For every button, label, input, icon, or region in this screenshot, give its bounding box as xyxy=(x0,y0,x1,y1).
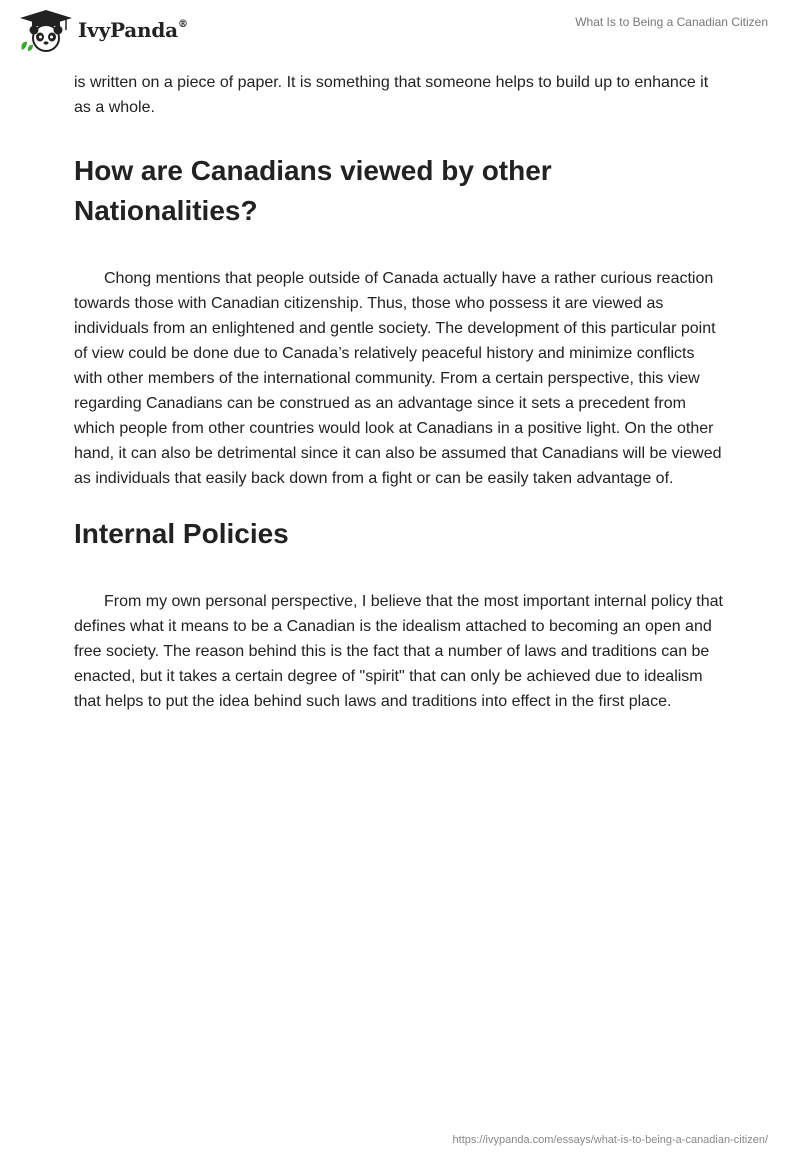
brand-name: IvyPanda® xyxy=(78,18,188,42)
page-header xyxy=(0,0,800,64)
section-paragraph-internal-policies: From my own personal perspective, I believe that the most important internal policy that defines what it means to be a Canadian is the idealism attached to becoming an open and free society. The reason behind this is the fact that a number of laws and traditions can be enacted, but it takes a certain degree of "spirit" that can only be achieved due to idealism that helps to put the idea behind such laws and traditions into effect in the first place. xyxy=(74,593,723,710)
document-title: What Is to Being a Canadian Citizen xyxy=(575,15,768,29)
source-url-link[interactable]: https://ivypanda.com/essays/what-is-to-being-a-canadian-citizen/ xyxy=(452,1134,768,1146)
section-heading-internal-policies: Internal Policies xyxy=(74,518,289,549)
ivypanda-logo[interactable] xyxy=(16,8,188,52)
section-heading-canadians-viewed: How are Canadians viewed by other Nationalities? xyxy=(74,155,552,226)
section-paragraph-canadians-viewed: Chong mentions that people outside of Canada actually have a rather curious reaction towards those with Canadian citizenship. Thus, those who possess it are viewed as individuals from an enlightened and gentle society. The development of this particular point of view could be done due to Canada’s relatively peaceful history and minimize conflicts with other members of the international community. From a certain perspective, this view regarding Canadians can be construed as an advantage since it sets a precedent from which people from other countries would look at Canadians in a positive light. On the other hand, it can also be detrimental since it can also be assumed that Canadians will be viewed as individuals that easily back down from a fight or can be easily taken advantage of. xyxy=(74,270,722,487)
panda-graduate-icon xyxy=(16,8,74,52)
essay-content xyxy=(74,70,726,714)
intro-paragraph: is written on a piece of paper. It is something that someone helps to build up to enhance it as a whole. xyxy=(74,74,709,116)
